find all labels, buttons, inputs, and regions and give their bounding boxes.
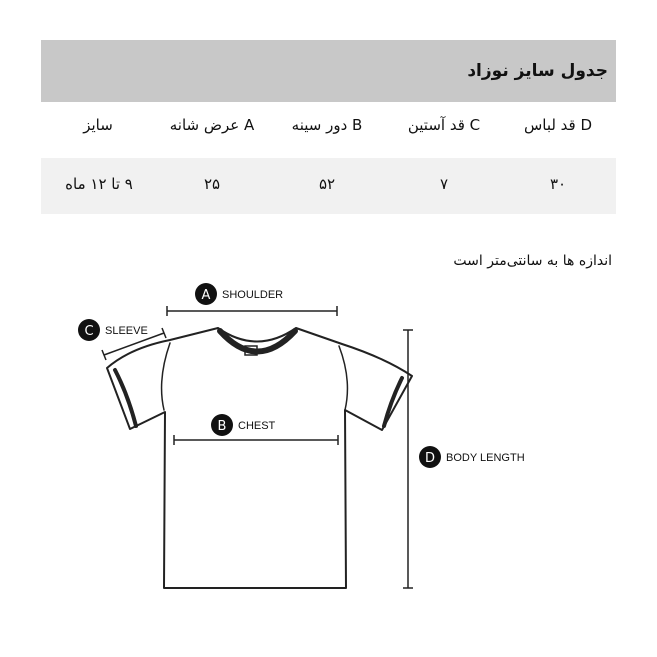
- units-note: اندازه ها به سانتی‌متر است: [453, 253, 612, 269]
- cell-body-length: ۳۰: [549, 175, 567, 193]
- column-label-sleeve-length: C قد آستین: [407, 116, 481, 134]
- column-label-body-length: D قد لباس: [523, 116, 593, 134]
- cell-size: ۹ تا ۱۲ ماه: [65, 175, 133, 193]
- cell-shoulder: ۲۵: [203, 175, 221, 193]
- column-label-shoulder: A عرض شانه: [169, 116, 255, 134]
- cell-chest: ۵۲: [318, 175, 336, 193]
- column-label-size: سایز: [83, 116, 113, 134]
- cell-sleeve-length: ۷: [439, 175, 449, 193]
- badge-c-letter: C: [84, 324, 94, 339]
- size-table-title: جدول سایز نوزاد: [467, 61, 608, 81]
- body-length-badge: [419, 446, 525, 468]
- column-label-chest: B دور سینه: [291, 116, 363, 134]
- shoulder-badge: [195, 283, 283, 305]
- body-length-label: BODY LENGTH: [446, 452, 525, 464]
- badge-d-letter: D: [424, 451, 436, 466]
- sleeve-label: SLEEVE: [105, 325, 148, 337]
- badge-b-letter: B: [217, 419, 227, 434]
- shoulder-label: SHOULDER: [222, 289, 284, 301]
- chest-label: CHEST: [238, 420, 276, 432]
- tshirt-outline: [107, 328, 412, 588]
- badge-a-letter: A: [201, 288, 211, 303]
- sleeve-badge: [78, 319, 148, 341]
